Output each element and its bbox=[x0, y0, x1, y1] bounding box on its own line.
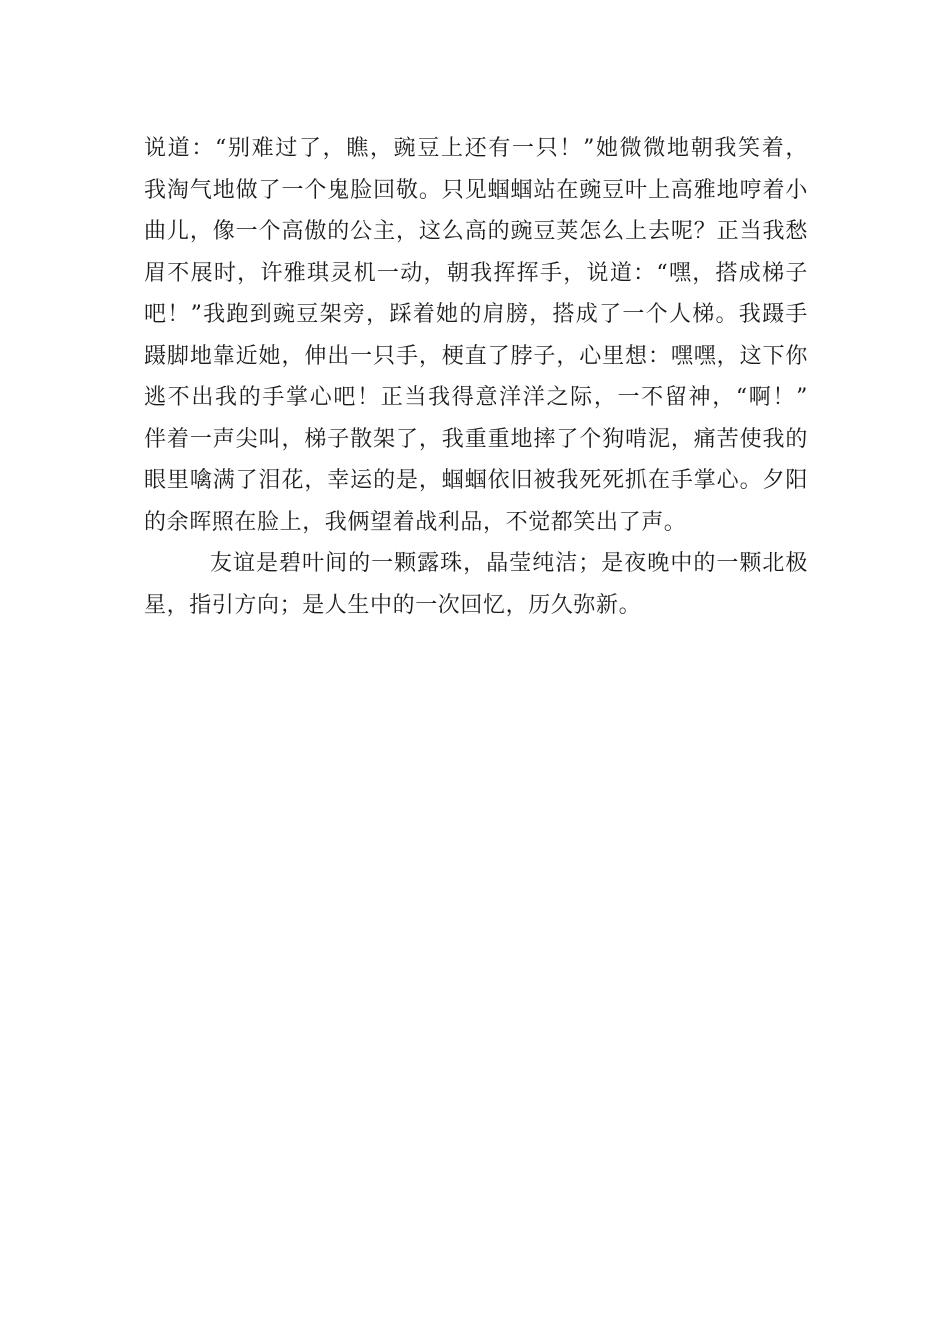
text-line: 逃不出我的手掌心吧！正当我得意洋洋之际，一不留神，“啊！” bbox=[144, 385, 808, 410]
text-line: 吧！”我跑到豌豆架旁，踩着她的肩膀，搭成了一个人梯。我蹑手 bbox=[144, 302, 808, 327]
document-body bbox=[144, 128, 808, 626]
text-line: 我淘气地做了一个鬼脸回敬。只见蝈蝈站在豌豆叶上高雅地哼着小 bbox=[144, 177, 808, 203]
text-line: 眼里噙满了泪花，幸运的是，蝈蝈依旧被我死死抓在手掌心。夕阳 bbox=[144, 468, 808, 493]
text-line: 眉不展时，许雅琪灵机一动，朝我挥挥手，说道：“嘿，搭成梯子 bbox=[144, 260, 808, 286]
text-line: 曲儿，像一个高傲的公主，这么高的豌豆荚怎么上去呢？正当我愁 bbox=[144, 219, 808, 244]
text-line: 的余晖照在脸上，我俩望着战利品，不觉都笑出了声。 bbox=[144, 509, 687, 535]
text-line: 星，指引方向；是人生中的一次回忆，历久弥新。 bbox=[144, 592, 642, 618]
paragraph-2 bbox=[144, 543, 808, 626]
text-line: 蹑脚地靠近她，伸出一只手，梗直了脖子，心里想：嘿嘿，这下你 bbox=[144, 343, 808, 369]
text-line: 友谊是碧叶间的一颗露珠，晶莹纯洁；是夜晚中的一颗北极 bbox=[210, 551, 808, 576]
paragraph-1 bbox=[144, 128, 808, 543]
text-line: 说道：“别难过了，瞧，豌豆上还有一只！”她微微地朝我笑着， bbox=[144, 136, 808, 161]
text-line: 伴着一声尖叫，梯子散架了，我重重地摔了个狗啃泥，痛苦使我的 bbox=[144, 426, 808, 452]
